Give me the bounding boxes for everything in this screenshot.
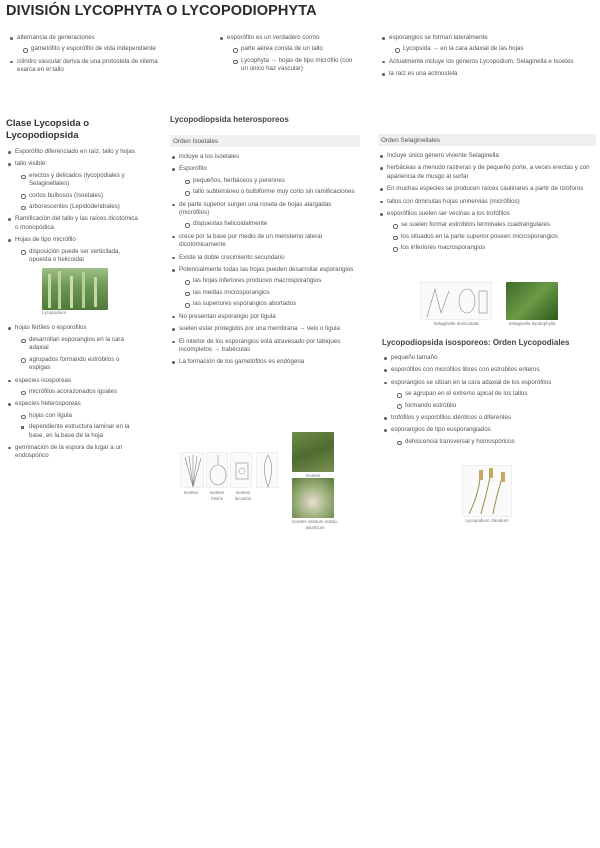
isoetes-photo-2 — [292, 478, 334, 518]
sub-bullet-item: parte aérea consta de un tallo — [231, 45, 358, 53]
sub-bullet-item: cortos bulbosos (Isoetales) — [19, 192, 141, 200]
isoetes-drawing-2 — [206, 452, 228, 488]
bullet-text: Hojas de tipo micrófilo — [15, 236, 76, 244]
bullet-item — [378, 164, 596, 181]
sub-bullet-item: desarrollan esporangios en la cara adaxial — [19, 336, 141, 353]
bullet-item — [170, 165, 360, 196]
bullet-item — [378, 210, 596, 253]
selaginella-drawing — [420, 282, 492, 320]
bullet-text: alternancia de generaciones — [17, 34, 95, 41]
bullet-item — [6, 236, 141, 264]
bullet-item — [378, 185, 596, 193]
bullet-item — [6, 215, 141, 232]
sub-bullet-item: se agrupan en el extremo apical de los tallos — [395, 390, 596, 398]
sub-bullet-item: erectos y delicados (lycopodiales y Selaginellales) — [19, 172, 141, 189]
bullet-item — [382, 426, 596, 446]
bullet-text: No presentan esporangio por lígula — [179, 312, 276, 320]
bullet-item — [380, 70, 595, 78]
lycopodium-caption: Lycopodium — [42, 310, 67, 316]
bullet-text: En muchas especies se producen raíces caulinares a partir de rizóforos — [387, 185, 584, 193]
isoetes-caption-4: Isoetes — [305, 473, 321, 478]
bullet-text: cilindro vascular deriva de una protostela de xilema exarca en el tallo — [17, 57, 158, 74]
sub-bullet-item: agrupados formando estróbilos o espigas — [19, 356, 141, 373]
top-column-1 — [8, 34, 158, 79]
bullet-item — [382, 354, 596, 362]
bullet-item — [170, 233, 360, 250]
sub-bullet-item: Lycophyta → hojas de tipo micrófilo (con un único haz vascular) — [231, 57, 358, 74]
bullet-item — [378, 198, 596, 206]
bullet-item — [6, 324, 141, 372]
bullet-text: suelen estar protegidos por una membrana → velo o lígula — [179, 325, 340, 333]
sub-bullet-item: dehiscencia transversal y homospóricos — [395, 438, 596, 446]
bullet-text: hojas fértiles o esporofilos — [15, 324, 87, 332]
sub-bullet-item: dispuestas helicoidalmente — [183, 220, 360, 228]
selaginella-caption-2: Selaginella lepidophylla — [508, 321, 556, 326]
bullet-text: Existe la doble crecimiento secundario — [179, 253, 285, 261]
sub-bullet-item: pequeños, herbáceos y perennes — [183, 177, 360, 185]
bullet-text: Esporófito diferenciado en raíz, tallo y hojas — [15, 148, 136, 155]
isoetes-drawing-3 — [230, 452, 252, 488]
isosporeos-title: Lycopodiopsida isosporeos: Orden Lycopodiales — [382, 338, 570, 347]
isoetes-caption-5: Isoetes velatum subsp. asiaticum — [291, 519, 339, 530]
bullet-item — [382, 379, 596, 410]
bullet-item — [170, 266, 360, 309]
bullet-item — [6, 160, 141, 211]
bullet-item — [8, 58, 158, 75]
lycopodium-clavatum-drawing — [462, 465, 512, 517]
bullet-item — [170, 313, 360, 321]
sub-bullet-item: los inferiores macrosporangios — [391, 244, 596, 252]
bullet-text: esporófitos con micrófilos libres con estrobilos enteros — [391, 366, 540, 374]
page-title: DIVISIÓN LYCOPHYTA O LYCOPODIOPHYTA — [6, 3, 317, 19]
bullet-text: incluye a los isoetales — [179, 153, 240, 160]
bullet-text: esporófito es un verdadero cormo — [227, 34, 320, 41]
bullet-text: esporófilos suelen ser vecinas a los trofófilos — [387, 210, 510, 218]
bullet-item — [382, 414, 596, 422]
sub-bullet-item: formando estróbilo — [395, 402, 596, 410]
bullet-item — [380, 58, 595, 66]
bullet-item — [8, 34, 158, 54]
sub-bullet-item: disposición puede ser verticilada, opuesta o helicoidal — [19, 248, 141, 265]
bullet-text: trofófilos y esporófilos idénticos o diferentes — [391, 414, 512, 422]
lycopodium-photo — [42, 268, 108, 310]
bullet-text: crece por la base por medio de un meristemo lateral dicotómicamente — [179, 232, 323, 249]
bullet-text: tallo visible: — [15, 160, 47, 168]
lycopodium-figure — [42, 268, 108, 316]
selaginella-photo — [506, 282, 558, 320]
bullet-item — [170, 358, 360, 366]
sub-bullet-item: los situados en la parte superior poseen microsporangios — [391, 233, 596, 241]
bullet-item — [170, 254, 360, 262]
sub-sub-bullet-item: dependiente estructura laminar en la base, en la base de la hoja — [19, 423, 141, 440]
isoetes-caption-1: Isoetes — [183, 490, 199, 495]
bullet-text: La formación de los gametófitos es endógena — [179, 358, 305, 366]
bullet-text: herbáceas a menudo rastreras y de pequeño porte, a veces erectas y con apariencia de musgo al surfar — [387, 164, 590, 180]
bullet-item — [380, 34, 595, 54]
selaginellales-header: Orden Selaginellales — [378, 134, 596, 146]
bullet-text: Ramificación del tallo y las raíces dicotómica o monopódica — [15, 215, 138, 231]
bullet-text: pequeño tamaño — [391, 354, 438, 361]
lycopodium-clavatum-caption: Lycopodium clavatum — [465, 518, 509, 523]
sub-bullet-item: gametófito y esporófito de vida independiente — [21, 45, 158, 53]
bullet-item — [170, 338, 360, 355]
bullet-text: esporangios de tipo eusporangiados — [391, 426, 491, 434]
bullet-text: Esporófito — [179, 165, 207, 173]
right-column — [378, 134, 596, 257]
bullet-item — [6, 400, 141, 440]
bullet-text: especies isosporeas — [15, 376, 72, 384]
isoetes-drawing-4 — [256, 452, 278, 488]
bullet-item — [6, 444, 141, 461]
bullet-item — [170, 325, 360, 333]
selaginella-caption-1: Selaginella denticulata — [433, 321, 479, 326]
bullet-text: Potencialmente todas las hojas pueden desarrollar esporangios — [179, 266, 354, 274]
sub-bullet-item: Lycopsida → en la cara adaxial de las hojas — [393, 45, 595, 53]
bullet-text: de parte superior surgen una roseta de hojas alargadas (micrófilos) — [179, 200, 332, 217]
bullet-item — [170, 153, 360, 161]
bullet-item — [170, 201, 360, 229]
bullet-item — [6, 148, 141, 156]
bullet-text: especies heterosporeas — [15, 400, 81, 408]
isoetes-caption-3: Isoetes lacustris — [234, 490, 252, 501]
bullet-text: germinación de la espora da lugar a un endospórico — [15, 443, 123, 460]
heterosporeos-title: Lycopodiopsida heterosporeos — [170, 115, 289, 124]
middle-column — [170, 115, 360, 371]
bullet-text: esporangios se sitúan en la cara adaxial de los esporófilos — [391, 378, 552, 386]
top-column-3 — [380, 34, 595, 83]
left-column — [6, 118, 141, 465]
sub-bullet-item: las superiores esporangios abortados — [183, 300, 360, 308]
sub-bullet-item: las medias microsporangios — [183, 289, 360, 297]
isoetes-drawing-1 — [180, 452, 204, 488]
bullet-text: El interior de los esporangios está atravesado por tabiques incompletos → trabéculas — [179, 337, 341, 353]
bullet-text: Actualmente incluye los géneros Lycopodium, Selaginella e Isoetes — [389, 57, 574, 65]
bullet-item — [382, 366, 596, 374]
bullet-item — [378, 152, 596, 160]
bullet-item — [6, 377, 141, 397]
bullet-item — [218, 34, 358, 74]
bullet-text: esporangios se forman lateralmente — [389, 34, 488, 41]
isoetales-header: Orden Isoetales — [170, 135, 360, 147]
right-column-lower — [382, 338, 596, 450]
isoetes-photo-1 — [292, 432, 334, 472]
bullet-text: Incluye único género viviente Selaginella — [387, 152, 499, 159]
sub-bullet-item: se suelen formar estróbilos terminales cuadrangulares — [391, 221, 596, 229]
sub-bullet-item: hojas con lígula — [19, 412, 141, 420]
bullet-text: tallos con diminutas hojas uninervias (micrófilos) — [387, 197, 520, 205]
class-lycopsida-title: Clase Lycopsida o Lycopodiopsida — [6, 118, 90, 141]
sub-bullet-item: tallo subterráneo o bulbiforme muy corto sin ramificaciones — [183, 188, 360, 196]
top-column-2 — [218, 34, 358, 78]
sub-bullet-item: las hojas inferiores producen macrosporangios — [183, 277, 360, 285]
isoetes-caption-2: Isoetes histrix — [209, 490, 225, 501]
bullet-text: la raíz es una actinostela — [389, 70, 458, 78]
sub-bullet-item: arborescentes (Lepidodendrales) — [19, 203, 141, 211]
sub-bullet-item: micrófilos acorazonados iguales — [19, 388, 141, 396]
